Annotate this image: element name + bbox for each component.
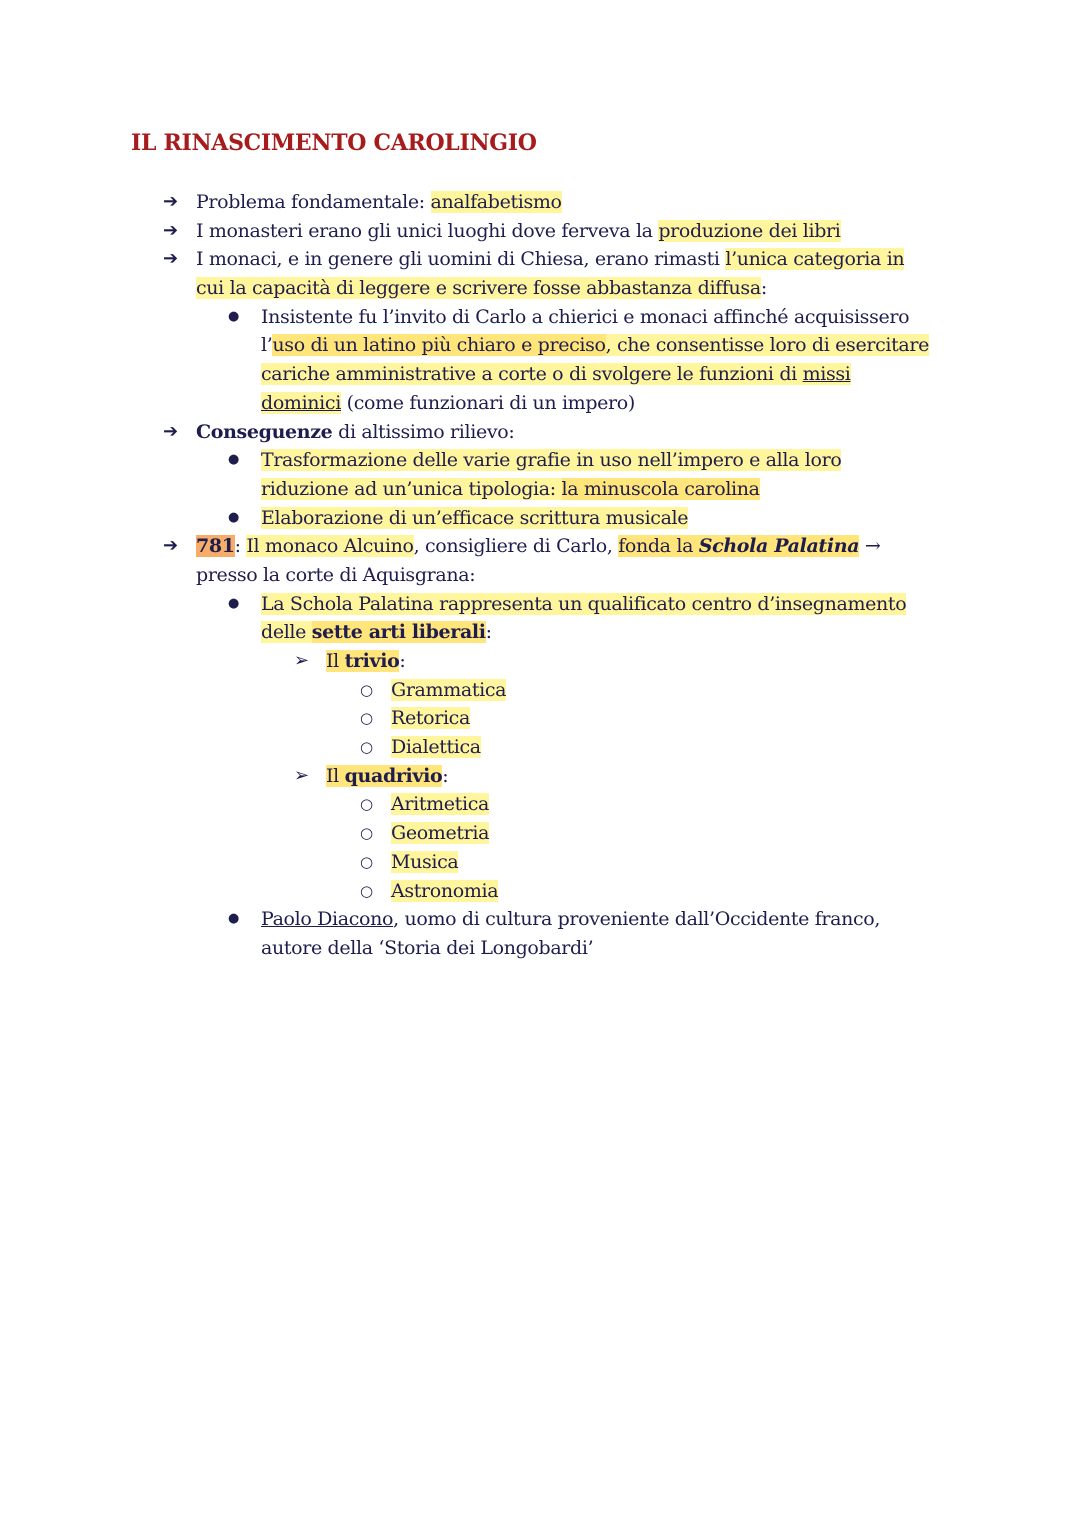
text-segment: Problema fondamentale:	[196, 191, 431, 213]
text-segment: →	[859, 535, 881, 558]
text-segment: , uomo di cultura proveniente dall’Occidente franco,	[393, 908, 881, 931]
disc-bullet-icon: ●	[228, 452, 239, 468]
list-item-line	[0, 389, 1080, 418]
highlighted-text: La Schola Palatina rappresenta un qualificato centro d’insegnamento	[261, 592, 907, 615]
line-text	[391, 819, 489, 848]
arrow-bullet-icon: ➔	[163, 248, 178, 270]
highlighted-text: Il	[326, 650, 345, 672]
list-item-line	[0, 790, 1080, 819]
highlighted-text: quadrivio	[344, 764, 443, 787]
text-segment: (come funzionari di un impero)	[340, 391, 635, 414]
line-text	[196, 418, 514, 447]
line-text	[261, 331, 929, 360]
text-segment: l’	[261, 334, 273, 357]
highlighted-text: cariche amministrative a corte o di svolgere le funzioni di	[261, 363, 803, 386]
list-item-line	[0, 245, 1080, 274]
document-title: IL RINASCIMENTO CAROLINGIO	[131, 130, 537, 156]
list-item-line	[0, 905, 1080, 934]
text-segment: presso la corte di Aquisgrana:	[196, 563, 476, 586]
list-item-line	[0, 360, 1080, 389]
line-text	[261, 905, 880, 934]
list-item-line	[0, 704, 1080, 733]
list-item-line	[0, 504, 1080, 533]
arrow-bullet-icon: ➔	[163, 535, 178, 557]
highlighted-text: dominici	[261, 391, 341, 414]
line-text	[196, 274, 767, 303]
list-item-line	[0, 418, 1080, 447]
line-text	[261, 475, 760, 504]
arrow-bullet-icon: ➔	[163, 219, 178, 241]
highlighted-text: Astronomia	[391, 879, 499, 902]
line-text	[196, 188, 562, 217]
highlighted-text: Musica	[391, 850, 459, 873]
list-item-line	[0, 848, 1080, 877]
line-text	[196, 217, 841, 246]
line-text	[326, 762, 448, 791]
document-body	[0, 188, 1080, 963]
list-item-line	[0, 762, 1080, 791]
line-text	[261, 590, 906, 619]
line-text	[261, 389, 635, 418]
line-text	[391, 877, 498, 906]
highlighted-text: Trasformazione delle varie grafie in uso nell’impero e alla loro	[261, 449, 842, 472]
circle-bullet-icon: ○	[360, 738, 373, 757]
text-segment: :	[760, 277, 767, 300]
text-segment: Paolo Diacono	[261, 908, 394, 931]
arrowhead-bullet-icon: ➢	[294, 650, 309, 671]
line-text	[196, 245, 904, 274]
highlighted-text: delle	[261, 621, 312, 644]
highlighted-text: Dialettica	[391, 736, 481, 759]
list-item-line	[0, 618, 1080, 647]
highlighted-text: cui la capacità di leggere e scrivere fosse abbastanza diffusa	[196, 277, 761, 300]
text-segment: :	[399, 650, 406, 672]
highlighted-text: Retorica	[391, 707, 470, 730]
list-item-line	[0, 532, 1080, 561]
line-text	[391, 676, 506, 705]
line-text	[391, 704, 470, 733]
text-segment: :	[485, 621, 492, 644]
list-item-line	[0, 733, 1080, 762]
line-text	[261, 934, 593, 963]
circle-bullet-icon: ○	[360, 881, 373, 900]
line-text	[391, 848, 458, 877]
highlighted-text: Geometria	[391, 822, 490, 845]
list-item-line	[0, 819, 1080, 848]
highlighted-text: Elaborazione di un’efficace scrittura musicale	[261, 506, 689, 529]
text-segment: autore della ‘Storia dei Longobardi’	[261, 936, 594, 959]
arrowhead-bullet-icon: ➢	[294, 764, 309, 786]
arrow-bullet-icon: ➔	[163, 191, 178, 212]
list-item-line	[0, 274, 1080, 303]
highlighted-text: trivio	[344, 650, 400, 672]
highlighted-text: sette arti liberali	[311, 621, 486, 644]
line-text	[261, 360, 851, 389]
text-segment: di altissimo rilievo:	[332, 420, 515, 443]
text-segment: Conseguenze	[196, 420, 333, 443]
highlighted-text: Grammatica	[391, 678, 507, 701]
highlighted-text: , che consentisse loro di esercitare	[605, 334, 929, 357]
text-segment: , consigliere di Carlo,	[413, 535, 619, 558]
highlighted-text: riduzione ad un’unica tipologia:	[261, 477, 562, 500]
list-item-line	[0, 676, 1080, 705]
highlighted-text: l’unica categoria in	[725, 248, 905, 271]
list-item-line	[0, 188, 1080, 217]
list-item-line	[0, 647, 1080, 676]
circle-bullet-icon: ○	[360, 680, 373, 699]
circle-bullet-icon: ○	[360, 795, 373, 814]
text-segment: :	[234, 535, 247, 558]
list-item-line	[0, 475, 1080, 504]
list-item-line	[0, 590, 1080, 619]
list-item-line	[0, 331, 1080, 360]
highlighted-text: produzione dei libri	[658, 219, 841, 242]
text-segment: Insistente fu l’invito di Carlo a chierici e monaci affinché acquisissero	[261, 305, 910, 328]
line-text	[391, 733, 481, 762]
disc-bullet-icon: ●	[228, 509, 239, 525]
text-segment: I monasteri erano gli unici luoghi dove ferveva la	[196, 219, 659, 242]
circle-bullet-icon: ○	[360, 709, 373, 728]
highlighted-text: uso di un latino più chiaro e preciso	[272, 334, 606, 357]
line-text	[196, 561, 475, 590]
line-text	[261, 446, 841, 475]
highlighted-text: Aritmetica	[391, 793, 489, 816]
disc-bullet-icon: ●	[228, 595, 239, 611]
line-text	[261, 303, 909, 332]
highlighted-text: fonda la	[618, 535, 699, 558]
text-segment: I monaci, e in genere gli uomini di Chiesa, erano rimasti	[196, 248, 726, 271]
disc-bullet-icon: ●	[228, 308, 239, 324]
highlighted-text: missi	[802, 363, 851, 386]
list-item-line	[0, 877, 1080, 906]
highlighted-text: 781	[196, 535, 235, 558]
list-item-line	[0, 303, 1080, 332]
text-segment: :	[442, 764, 449, 787]
disc-bullet-icon: ●	[228, 911, 239, 927]
circle-bullet-icon: ○	[360, 824, 373, 843]
list-item-line	[0, 934, 1080, 963]
line-text	[391, 790, 489, 819]
highlighted-text: Il monaco Alcuino	[246, 535, 414, 558]
highlighted-text: Schola Palatina	[698, 535, 860, 558]
highlighted-text: analfabetismo	[430, 191, 562, 213]
line-text	[196, 532, 880, 561]
circle-bullet-icon: ○	[360, 852, 373, 871]
list-item-line	[0, 446, 1080, 475]
list-item-line	[0, 561, 1080, 590]
line-text	[261, 618, 492, 647]
highlighted-text: la minuscola carolina	[561, 477, 760, 500]
line-text	[326, 647, 405, 676]
arrow-bullet-icon: ➔	[163, 420, 178, 442]
highlighted-text: Il	[326, 764, 345, 787]
list-item-line	[0, 217, 1080, 246]
line-text	[261, 504, 688, 533]
